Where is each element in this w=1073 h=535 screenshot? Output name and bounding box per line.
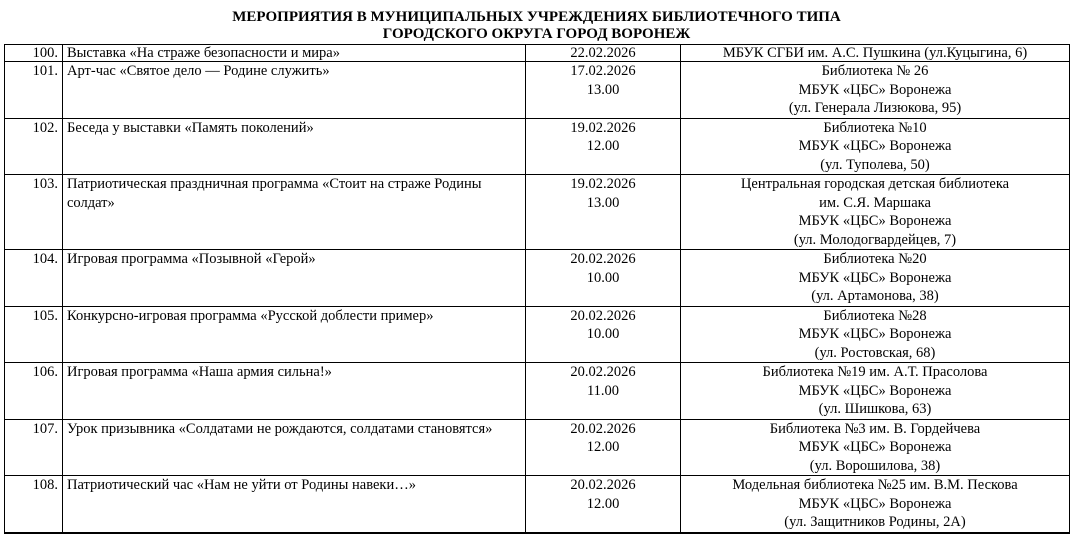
event-time: 12.00 [586,138,620,154]
event-venue-line: (ул. Шишкова, 63) [818,401,932,417]
event-number: 108. [5,476,63,533]
event-time: 10.00 [586,326,620,342]
event-time: 13.00 [586,194,620,211]
event-date: 20.02.2026 [570,420,636,437]
events-table-body [5,45,1070,533]
event-number: 101. [5,62,63,119]
event-venue [681,62,1070,119]
event-date: 20.02.2026 [570,307,636,324]
event-venue-line: (ул. Генерала Лизюкова, 95) [788,100,962,116]
event-title: Конкурсно-игровая программа «Русской доблести пример» [63,306,526,363]
event-venue-line: (ул. Защитников Родины, 2А) [784,514,966,530]
event-venue [681,250,1070,307]
event-venue [681,118,1070,175]
event-title: Патриотический час «Нам не уйти от Родины навеки…» [63,476,526,533]
event-time: 12.00 [586,495,620,512]
event-date: 19.02.2026 [570,119,636,136]
event-row [5,62,1070,119]
event-venue-line: МБУК «ЦБС» Воронежа [798,213,952,229]
event-venue-line: Модельная библиотека №25 им. В.М. Пескова [732,477,1018,493]
event-date: 19.02.2026 [570,176,636,192]
event-venue-line: Библиотека №10 [823,119,927,136]
event-datetime [526,306,681,363]
event-title: Игровая программа «Позывной «Герой» [63,250,526,307]
event-venue-line: МБУК «ЦБС» Воронежа [798,382,952,399]
event-venue-line: (ул. Туполева, 50) [820,156,930,173]
event-datetime [526,476,681,533]
event-venue-line: МБУК «ЦБС» Воронежа [798,495,952,512]
event-venue-line: МБУК «ЦБС» Воронежа [798,138,952,154]
event-title: Урок призывника «Солдатами не рождаются, солдатами становятся» [63,419,526,476]
event-row [5,306,1070,363]
event-venue-line: (ул. Ворошилова, 38) [809,457,941,474]
event-datetime [526,419,681,476]
event-title: Игровая программа «Наша армия сильна!» [63,363,526,420]
document-heading-line2: ГОРОДСКОГО ОКРУГА ГОРОД ВОРОНЕЖ [382,26,691,42]
event-venue-line: Библиотека №28 [823,307,927,324]
event-venue [681,363,1070,420]
event-row [5,175,1070,250]
event-venue [681,419,1070,476]
event-time: 13.00 [586,81,620,98]
event-venue [681,175,1070,250]
event-venue [681,306,1070,363]
event-row [5,250,1070,307]
event-venue-line: Библиотека №20 [823,251,927,267]
event-row [5,476,1070,533]
event-venue-line: Библиотека № 26 [821,63,929,79]
event-title: Патриотическая праздничная программа «Стоит на страже Родины солдат» [63,175,526,250]
event-datetime [526,175,681,250]
event-time: 10.00 [586,269,620,286]
event-title: Арт-час «Святое дело — Родине служить» [63,62,526,119]
event-datetime [526,45,681,62]
events-table [4,44,1070,533]
event-date: 20.02.2026 [570,364,636,380]
event-row [5,45,1070,62]
event-title: Выставка «На страже безопасности и мира» [63,45,526,62]
event-datetime [526,250,681,307]
event-number: 107. [5,419,63,476]
event-number: 100. [5,45,63,62]
event-venue-line: МБУК «ЦБС» Воронежа [798,269,952,286]
event-row [5,118,1070,175]
event-datetime [526,118,681,175]
event-title: Беседа у выставки «Память поколений» [63,118,526,175]
event-datetime [526,62,681,119]
event-venue [681,45,1070,62]
event-venue-line: им. С.Я. Маршака [819,194,931,211]
event-number: 104. [5,250,63,307]
document-heading-line1: МЕРОПРИЯТИЯ В МУНИЦИПАЛЬНЫХ УЧРЕЖДЕНИЯХ БИБЛИОТЕЧНОГО ТИПА [232,9,841,25]
event-venue-line: Библиотека №19 им. А.Т. Прасолова [762,364,988,380]
event-time: 11.00 [586,382,620,399]
event-row [5,363,1070,420]
event-row [5,419,1070,476]
event-venue-line: Центральная городская детская библиотека [740,176,1010,192]
event-venue-line: МБУК «ЦБС» Воронежа [798,81,952,98]
event-date: 17.02.2026 [570,63,636,79]
event-datetime [526,363,681,420]
event-number: 106. [5,363,63,420]
event-number: 105. [5,306,63,363]
event-venue-line: МБУК СГБИ им. А.С. Пушкина (ул.Куцыгина, 6) [722,45,1028,61]
event-time: 12.00 [586,439,620,455]
event-venue-line: (ул. Молодогвардейцев, 7) [793,231,957,248]
event-venue [681,476,1070,533]
event-number: 103. [5,175,63,250]
event-date: 22.02.2026 [570,45,636,61]
event-number: 102. [5,118,63,175]
event-date: 20.02.2026 [570,477,636,493]
event-venue-line: (ул. Артамонова, 38) [811,288,939,304]
event-venue-line: (ул. Ростовская, 68) [814,344,936,361]
event-venue-line: МБУК «ЦБС» Воронежа [798,326,952,342]
table-bottom-border [4,533,1070,534]
event-venue-line: МБУК «ЦБС» Воронежа [798,439,952,455]
event-venue-line: Библиотека №3 им. В. Гордейчева [769,420,981,437]
event-date: 20.02.2026 [570,251,636,267]
